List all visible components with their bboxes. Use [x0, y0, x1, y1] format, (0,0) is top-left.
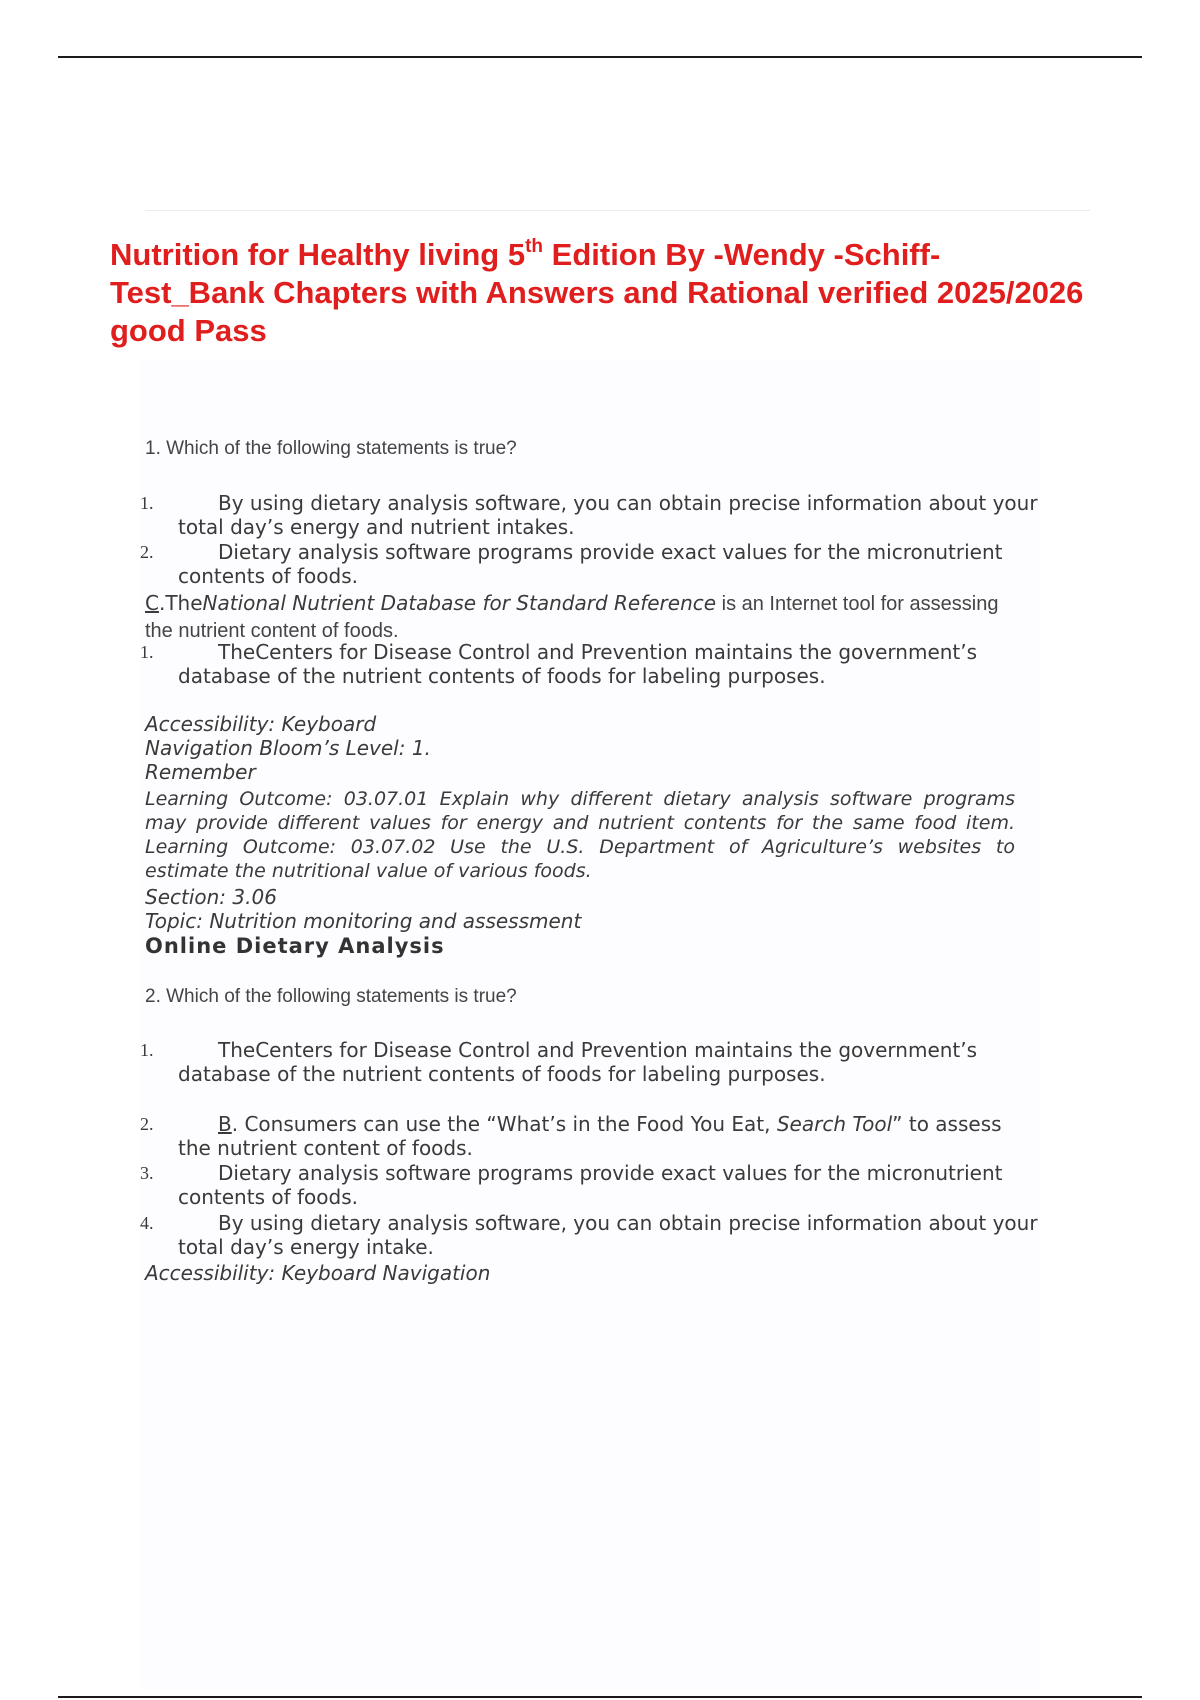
document-title: Nutrition for Healthy living 5th Edition By -Wendy -Schiff- Test_Bank Chapters with Answers and Rational verified 2025/2026 good Pass — [110, 236, 1084, 348]
q2-accessibility: Accessibility: Keyboard Navigation — [145, 1261, 491, 1285]
q2-option-2-correct — [140, 1112, 1040, 1160]
question-2-stem: 2. Which of the following statements is true? — [145, 986, 517, 1007]
q1-option-d — [140, 640, 1040, 688]
answer-letter: C — [145, 591, 159, 615]
option-number: 4. — [140, 1213, 154, 1233]
answer-letter: B — [218, 1112, 232, 1136]
q2-option-1 — [140, 1038, 1040, 1086]
title-line-2: Test_Bank Chapters with Answers and Rational verified 2025/2026 — [110, 275, 1084, 310]
option-text: By using dietary analysis software, you can obtain precise information about your total day’s energy intake. — [178, 1211, 1038, 1259]
q1-learning-outcome: Learning Outcome: 03.07.01 Explain why different dietary analysis software programs may provide different values for energy and nutrient contents for the same food item. Learning Outcome: 03.07.02 Use the U.S. Department of Agriculture’s websites to estimate the nutritional value of various foods. — [145, 788, 1015, 882]
q1-option-1 — [140, 491, 1040, 539]
q1-topic: Topic: Nutrition monitoring and assessment — [145, 909, 582, 933]
question-1-stem: 1. Which of the following statements is true? — [145, 438, 517, 459]
option-number: 1. — [140, 1040, 154, 1060]
q1-remember: Remember — [145, 760, 256, 784]
top-rule — [58, 56, 1142, 58]
q2-option-3 — [140, 1161, 1040, 1209]
option-text: B. Consumers can use the “What’s in the Food You Eat, Search Tool” to assess the nutrient content of foods. — [178, 1112, 1002, 1160]
q1-option-c-correct: C.TheNational Nutrient Database for Standard Reference is an Internet tool for assessing the nutrient content of foods. — [145, 591, 999, 642]
q1-section: Section: 3.06 — [145, 885, 277, 909]
option-text: By using dietary analysis software, you can obtain precise information about your total day’s energy and nutrient intakes. — [178, 491, 1038, 539]
q1-option-2 — [140, 540, 1040, 588]
search-tool-name: Search Tool — [776, 1112, 893, 1136]
option-number: 2. — [140, 542, 154, 562]
option-text: TheCenters for Disease Control and Prevention maintains the government’s database of the nutrient contents of foods for labeling purposes. — [178, 1038, 978, 1086]
option-text: Dietary analysis software programs provide exact values for the micronutrient contents of foods. — [178, 1161, 1003, 1209]
option-number: 3. — [140, 1163, 154, 1183]
q2-option-4 — [140, 1211, 1040, 1259]
bottom-rule — [58, 1696, 1142, 1698]
database-name: National Nutrient Database for Standard Reference — [202, 591, 717, 615]
title-superscript: th — [525, 236, 544, 257]
option-text: TheCenters for Disease Control and Prevention maintains the government’s database of the nutrient contents of foods for labeling purposes. — [178, 640, 978, 688]
faint-divider — [145, 210, 1090, 211]
option-number: 1. — [140, 642, 154, 662]
section-heading: Online Dietary Analysis — [145, 934, 445, 958]
q1-accessibility: Accessibility: Keyboard — [145, 712, 377, 736]
option-number: 1. — [140, 493, 154, 513]
title-line-3: good Pass — [110, 313, 267, 348]
q1-navigation-blooms: Navigation Bloom’s Level: 1. — [145, 736, 431, 760]
option-text: Dietary analysis software programs provide exact values for the micronutrient contents of foods. — [178, 540, 1003, 588]
option-number: 2. — [140, 1114, 154, 1134]
